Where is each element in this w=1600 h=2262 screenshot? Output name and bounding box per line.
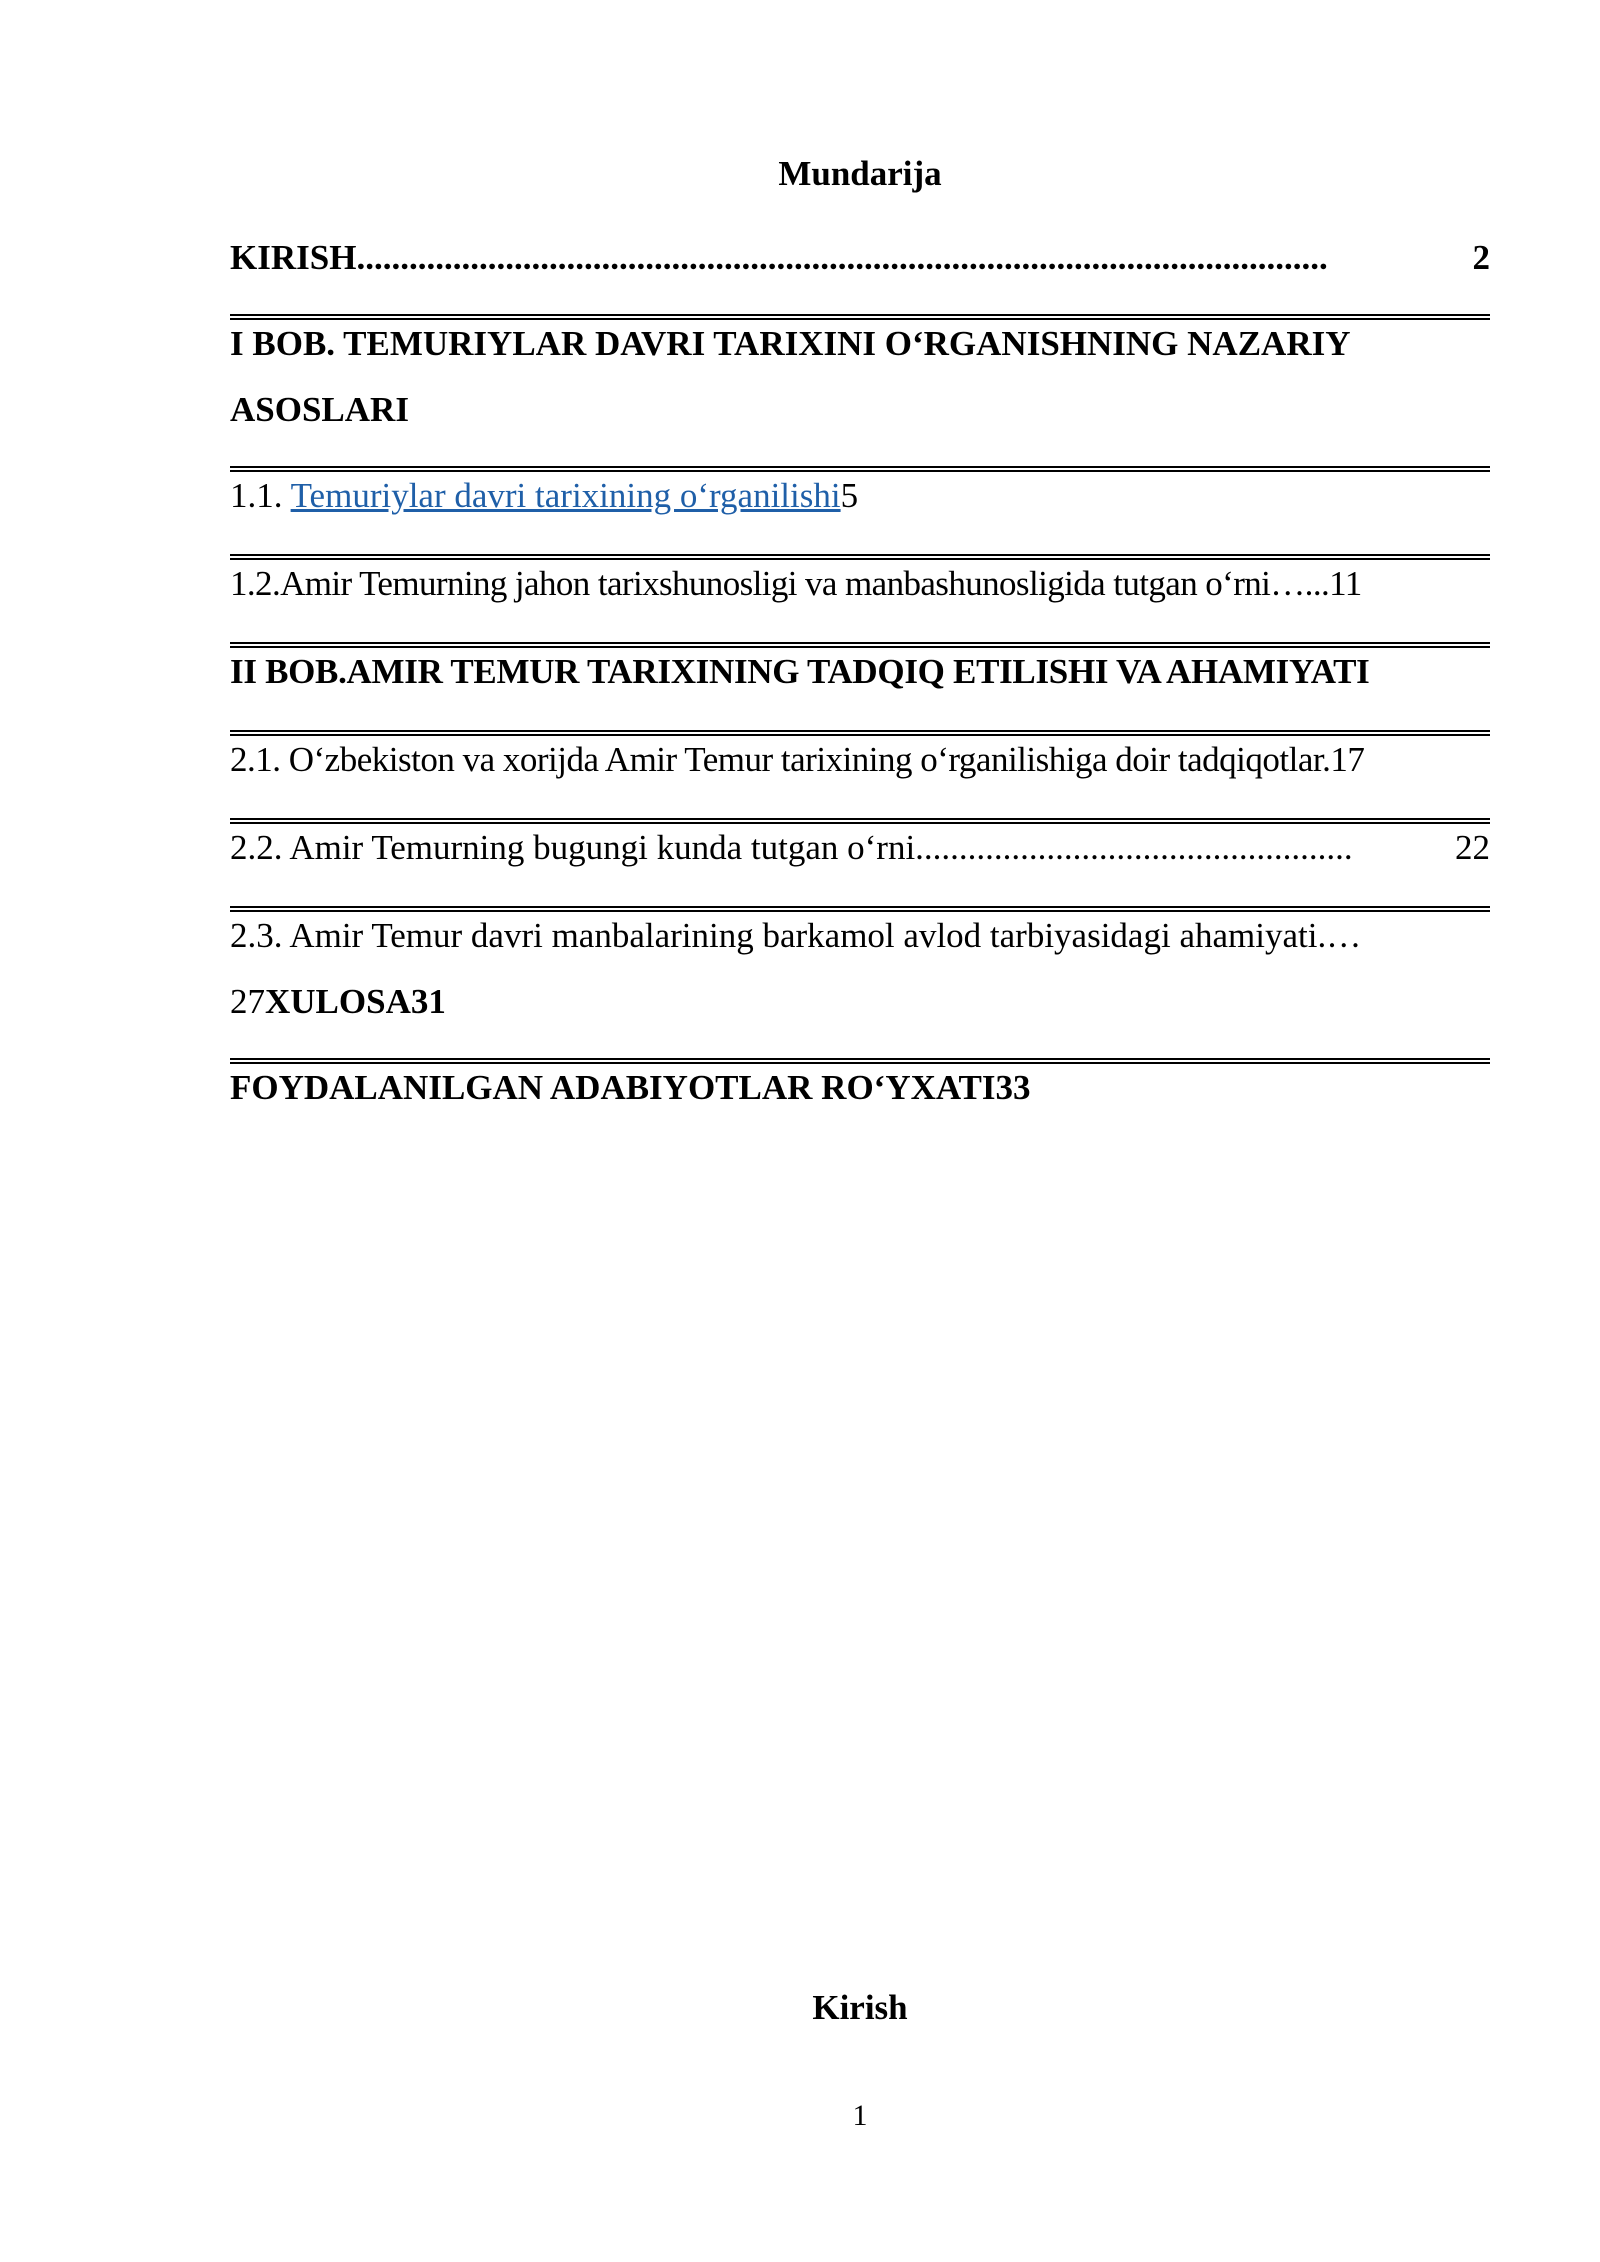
toc-entry-chapter-2[interactable]: [230, 640, 1490, 704]
toc-entry-page: 27: [230, 982, 265, 1021]
toc-entry-label-cont: ASOSLARI: [230, 390, 409, 429]
page-number: 1: [852, 2099, 868, 2132]
toc-entry-text: 2.1. O‘zbekiston va xorijda Amir Temur tarixining o‘rganilishiga doir tadqiqotlar.17: [230, 740, 1365, 779]
toc-entry-leader: ...............................................................................................................: [356, 238, 1328, 277]
toc-entry-number: 1.1.: [230, 476, 283, 515]
toc-entry-2-1[interactable]: [230, 728, 1490, 792]
toc-entry-2-3[interactable]: [230, 904, 1490, 968]
toc-entry-text: FOYDALANILGAN ADABIYOTLAR RO‘YXATI33: [230, 1068, 1031, 1107]
toc-entry-1-2[interactable]: [230, 552, 1490, 616]
toc-entry-kirish[interactable]: [230, 226, 1490, 290]
toc-entry-page: 22: [1455, 828, 1490, 867]
toc-entry-2-3-cont[interactable]: [230, 970, 1490, 1034]
toc-entry-link[interactable]: Temuriylar davri tarixining o‘rganilishi: [290, 476, 841, 515]
toc-entry-chapter-1[interactable]: [230, 312, 1490, 376]
toc-entry-references[interactable]: [230, 1056, 1490, 1120]
toc-entry-chapter-1-cont: [230, 378, 1490, 442]
toc-entry-label: 2.2. Amir Temurning bugungi kunda tutgan o‘rni: [230, 828, 916, 867]
toc-entry-xulosa: XULOSA31: [265, 982, 446, 1021]
toc-entry-page: 5: [840, 476, 859, 515]
page-title: Mundarija: [778, 154, 942, 193]
toc-entry-text: 2.3. Amir Temur davri manbalarining barkamol avlod tarbiyasidagi ahamiyati.…: [230, 916, 1362, 955]
toc-entry-text: II BOB.AMIR TEMUR TARIXINING TADQIQ ETILISHI VA AHAMIYATI: [230, 652, 1370, 691]
toc-entry-leader: ..................................................: [915, 828, 1353, 867]
section-heading-kirish: Kirish: [812, 1988, 908, 2027]
toc-entry-1-1[interactable]: [230, 464, 1490, 528]
toc-entry-page: 2: [1472, 238, 1490, 277]
toc-entry-label: I BOB. TEMURIYLAR DAVRI TARIXINI O‘RGANISHNING NAZARIY: [230, 324, 1351, 363]
toc-entry-text: 1.2.Amir Temurning jahon tarixshunosligi va manbashunosligida tutgan o‘rni…...11: [230, 564, 1362, 603]
toc-entry-label: KIRISH: [230, 238, 357, 277]
toc-entry-2-2[interactable]: [230, 816, 1490, 880]
